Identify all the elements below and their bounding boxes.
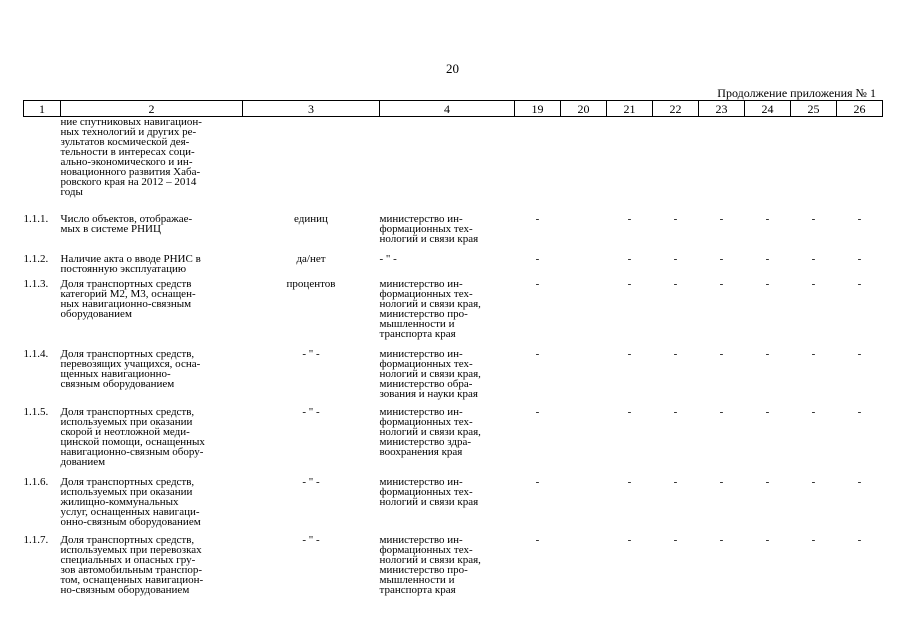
column-header: 22	[653, 101, 699, 117]
column-header: 4	[380, 101, 515, 117]
indicator-name-line: категорий М2, М3, оснащен-	[60, 288, 196, 300]
value-cell: -	[719, 534, 724, 546]
value-cell: -	[857, 278, 862, 290]
responsible-body-line: министерство ин-	[379, 278, 463, 290]
responsible-body-line: формационных тех-	[379, 223, 473, 235]
value-cell: -	[857, 213, 862, 225]
value-cell: -	[765, 348, 770, 360]
indicator-name-line: услуг, оснащенных навигаци-	[60, 506, 200, 518]
unit-of-measure	[243, 117, 380, 215]
responsible-body	[380, 477, 515, 535]
indicator-name-line: ровского края на 2012 – 2014	[60, 176, 197, 188]
column-header: 2	[61, 101, 243, 117]
responsible-body-line: формационных тех-	[379, 416, 473, 428]
row-number: 1.1.5.	[23, 406, 49, 418]
value-cell: -	[535, 406, 540, 418]
indicator-name-line: связным оборудованием	[60, 378, 175, 390]
value-cell: -	[765, 476, 770, 488]
indicator-name-line: цинской помощи, оснащенных	[60, 436, 205, 448]
value-cell	[561, 477, 607, 535]
indicator-name-line: постоянную эксплуатацию	[60, 263, 187, 275]
value-cell	[561, 535, 607, 603]
indicator-name	[61, 477, 243, 535]
responsible-body	[380, 214, 515, 254]
indicator-name-line: перевозящих учащихся, осна-	[60, 358, 201, 370]
indicator-name-line: годы	[60, 186, 83, 198]
table-row	[24, 477, 883, 535]
indicator-name-line: специальных и опасных гру-	[60, 554, 196, 566]
value-cell: -	[857, 406, 862, 418]
value-cell: -	[811, 534, 816, 546]
unit-of-measure: - " -	[302, 406, 320, 418]
indicator-name-line: Доля транспортных средств,	[60, 476, 195, 488]
column-header: 23	[699, 101, 745, 117]
page-number: 20	[446, 61, 459, 76]
indicator-name-line: том, оснащенных навигацион-	[60, 574, 204, 586]
value-cell: -	[627, 278, 632, 290]
value-cell: -	[719, 253, 724, 265]
value-cell: -	[535, 476, 540, 488]
responsible-body	[380, 407, 515, 477]
responsible-body-line: министерство обра-	[379, 378, 473, 390]
column-header: 1	[24, 101, 61, 117]
value-cell	[653, 117, 699, 215]
value-cell: -	[811, 348, 816, 360]
responsible-body-line: министерство ин-	[379, 534, 463, 546]
value-cell: -	[765, 278, 770, 290]
value-cell: -	[673, 253, 678, 265]
value-cell: -	[719, 406, 724, 418]
continuation-caption: Продолжение приложения № 1	[717, 86, 876, 100]
value-cell	[561, 117, 607, 215]
value-cell: -	[811, 476, 816, 488]
column-header: 3	[243, 101, 380, 117]
indicator-name	[61, 254, 243, 279]
responsible-body-line: воохранения края	[379, 446, 463, 458]
responsible-body-line: нологий и связи края,	[379, 298, 481, 310]
responsible-body	[380, 279, 515, 349]
value-cell: -	[811, 278, 816, 290]
unit-of-measure: единиц	[294, 213, 328, 225]
column-header: 20	[561, 101, 607, 117]
value-cell	[561, 214, 607, 254]
value-cell: -	[765, 406, 770, 418]
responsible-body-line: нологий и связи края,	[379, 554, 481, 566]
unit-of-measure: - " -	[302, 476, 320, 488]
responsible-body-line: министерство про-	[379, 308, 468, 320]
value-cell: -	[811, 253, 816, 265]
responsible-body-line: министерство про-	[379, 564, 468, 576]
value-cell: -	[673, 406, 678, 418]
value-cell: -	[673, 278, 678, 290]
indicator-name-line: новационного развития Хаба-	[60, 166, 201, 178]
indicator-name-line: Доля транспортных средств,	[60, 406, 195, 418]
value-cell: -	[535, 534, 540, 546]
responsible-body-line: мышленности и	[379, 574, 455, 586]
indicators-table	[23, 100, 883, 603]
value-cell	[607, 117, 653, 215]
responsible-body-line: формационных тех-	[379, 544, 473, 556]
indicator-name-line: Наличие акта о вводе РНИС в	[60, 253, 201, 265]
value-cell: -	[627, 348, 632, 360]
column-header: 21	[607, 101, 653, 117]
row-number: 1.1.2.	[23, 253, 49, 265]
indicator-name	[61, 117, 243, 215]
value-cell: -	[535, 213, 540, 225]
column-header: 24	[745, 101, 791, 117]
indicator-name-line: зультатов космической дея-	[60, 136, 190, 148]
value-cell: -	[627, 213, 632, 225]
table-row	[24, 349, 883, 407]
indicator-name	[61, 349, 243, 407]
value-cell	[837, 117, 883, 215]
row-number: 1.1.4.	[23, 348, 49, 360]
indicator-name-line: щенных навигационно-	[60, 368, 171, 380]
value-cell: -	[673, 348, 678, 360]
row-number	[24, 117, 61, 215]
table-row	[24, 535, 883, 603]
value-cell: -	[857, 534, 862, 546]
value-cell: -	[719, 348, 724, 360]
value-cell: -	[627, 534, 632, 546]
indicator-name-line: ных технологий и других ре-	[60, 126, 197, 138]
column-header: 26	[837, 101, 883, 117]
value-cell: -	[719, 213, 724, 225]
responsible-body-line: нологий и связи края,	[379, 426, 481, 438]
value-cell: -	[535, 253, 540, 265]
responsible-body-line: транспорта края	[379, 584, 456, 596]
column-header: 19	[515, 101, 561, 117]
indicator-name-line: используемых при перевозках	[60, 544, 202, 556]
value-cell: -	[719, 278, 724, 290]
table-row	[24, 117, 883, 215]
indicator-name-line: тельности в интересах соци-	[60, 146, 195, 158]
indicator-name	[61, 407, 243, 477]
table-row	[24, 407, 883, 477]
indicator-name-line: ние спутниковых навигацион-	[60, 116, 202, 128]
responsible-body	[380, 349, 515, 407]
indicator-name	[61, 279, 243, 349]
value-cell: -	[627, 476, 632, 488]
indicator-name-line: навигационно-связным обору-	[60, 446, 204, 458]
indicator-name-line: используемых при оказании	[60, 486, 193, 498]
value-cell: -	[627, 406, 632, 418]
column-header: 25	[791, 101, 837, 117]
responsible-body-line: министерство ин-	[379, 406, 463, 418]
value-cell	[745, 117, 791, 215]
row-number: 1.1.3.	[23, 278, 49, 290]
responsible-body	[380, 117, 515, 215]
responsible-body-line: формационных тех-	[379, 288, 473, 300]
indicator-name	[61, 535, 243, 603]
table-row	[24, 214, 883, 254]
responsible-body	[380, 254, 515, 279]
value-cell: -	[719, 476, 724, 488]
responsible-body-line: нологий и связи края,	[379, 368, 481, 380]
indicator-name-line: ально-экономического и ин-	[60, 156, 193, 168]
row-number: 1.1.7.	[23, 534, 49, 546]
responsible-body-line: транспорта края	[379, 328, 456, 340]
value-cell	[561, 407, 607, 477]
row-number: 1.1.1.	[23, 213, 49, 225]
value-cell	[561, 349, 607, 407]
indicator-name-line: используемых при оказании	[60, 416, 193, 428]
indicator-name-line: онно-связным оборудованием	[60, 516, 201, 528]
value-cell: -	[673, 476, 678, 488]
indicator-name-line: Число объектов, отображае-	[60, 213, 193, 225]
responsible-body-line: нологий и связи края	[379, 233, 479, 245]
value-cell: -	[765, 213, 770, 225]
indicator-name	[61, 214, 243, 254]
indicator-name-line: скорой и неотложной меди-	[60, 426, 190, 438]
responsible-body-line: зования и науки края	[379, 388, 478, 400]
indicator-name-line: но-связным оборудованием	[60, 584, 190, 596]
column-number-row	[24, 101, 883, 117]
value-cell	[561, 254, 607, 279]
indicator-name-line: жилищно-коммунальных	[60, 496, 179, 508]
value-cell: -	[857, 253, 862, 265]
responsible-body-line: формационных тех-	[379, 486, 473, 498]
responsible-body-line: нологий и связи края	[379, 496, 479, 508]
indicator-name-line: оборудованием	[60, 308, 132, 320]
indicator-name-line: ных навигационно-связным	[60, 298, 192, 310]
value-cell: -	[673, 534, 678, 546]
value-cell: -	[765, 253, 770, 265]
responsible-body-line: министерство ин-	[379, 476, 463, 488]
responsible-body-line: министерство ин-	[379, 348, 463, 360]
indicator-name-line: дованием	[60, 456, 106, 468]
unit-of-measure: да/нет	[296, 253, 326, 265]
indicator-name-line: Доля транспортных средств,	[60, 348, 195, 360]
value-cell: -	[811, 213, 816, 225]
unit-of-measure: процентов	[286, 278, 336, 290]
table-row	[24, 279, 883, 349]
value-cell: -	[811, 406, 816, 418]
value-cell	[561, 279, 607, 349]
responsible-body-line: мышленности и	[379, 318, 455, 330]
indicator-name-line: Доля транспортных средств,	[60, 534, 195, 546]
value-cell: -	[535, 348, 540, 360]
value-cell: -	[857, 476, 862, 488]
value-cell	[699, 117, 745, 215]
value-cell: -	[627, 253, 632, 265]
responsible-body-line: - " -	[379, 253, 397, 265]
value-cell	[791, 117, 837, 215]
row-number: 1.1.6.	[23, 476, 49, 488]
responsible-body-line: министерство ин-	[379, 213, 463, 225]
responsible-body-line: формационных тех-	[379, 358, 473, 370]
indicator-name-line: мых в системе РНИЦ	[60, 223, 161, 235]
value-cell: -	[535, 278, 540, 290]
indicator-name-line: зов автомобильным транспор-	[60, 564, 203, 576]
value-cell	[515, 117, 561, 215]
unit-of-measure: - " -	[302, 348, 320, 360]
unit-of-measure: - " -	[302, 534, 320, 546]
table-row	[24, 254, 883, 279]
value-cell: -	[857, 348, 862, 360]
responsible-body	[380, 535, 515, 603]
indicator-name-line: Доля транспортных средств	[60, 278, 192, 290]
responsible-body-line: министерство здра-	[379, 436, 472, 448]
value-cell: -	[765, 534, 770, 546]
value-cell: -	[673, 213, 678, 225]
